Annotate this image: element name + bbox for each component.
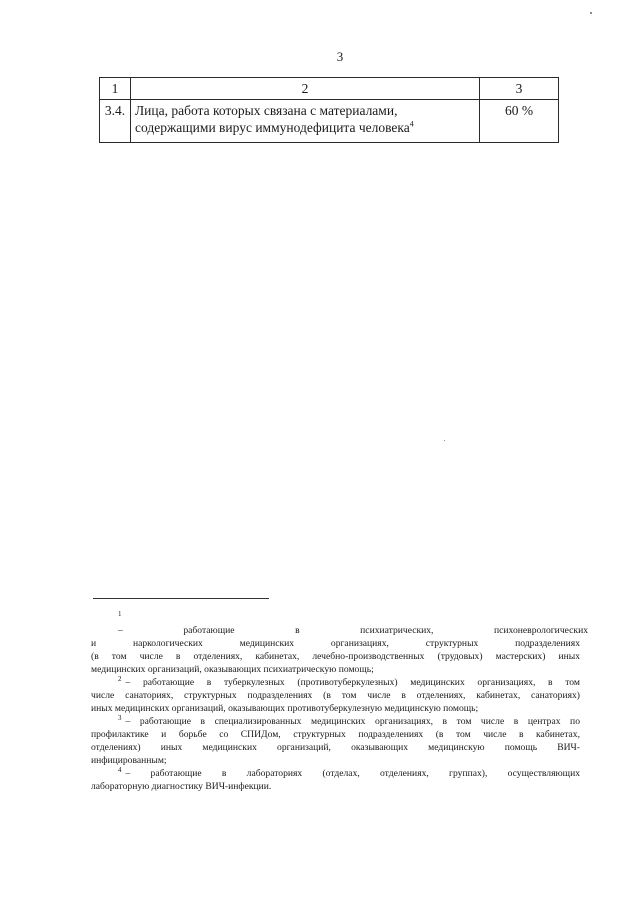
- footnote-line: лабораторную диагностику ВИЧ-инфекции.: [91, 781, 272, 792]
- footnote-text: – работающие в лабораториях (отделах, отделениях, группах), осуществляющих: [125, 768, 580, 779]
- page-number: 3: [336, 49, 344, 64]
- footnote-1: [91, 609, 588, 676]
- scan-speck: [590, 12, 592, 14]
- footnote-line: отделениях) иных медицинских организаций, оказывающих медицинскую помощь ВИЧ-: [91, 742, 580, 753]
- footnote-separator: [93, 598, 269, 599]
- footnote-text: – работающие в психиатрических, психоневрологических: [118, 625, 588, 636]
- footnote-line: [118, 767, 580, 780]
- footnote-line: иных медицинских организаций, оказывающих противотуберкулезную медицинскую помощь;: [91, 703, 479, 714]
- row-number: 3.4.: [100, 100, 131, 143]
- footnote-line: и наркологических медицинских организациях, структурных подразделениях: [91, 638, 580, 649]
- table-header-row: [100, 78, 559, 100]
- row-value: 60 %: [480, 100, 559, 143]
- footnote-2: [91, 674, 580, 715]
- footnote-line: [118, 609, 588, 637]
- row-description: [131, 100, 480, 143]
- scan-speck: [444, 440, 445, 441]
- table-header-cell: 2: [131, 78, 480, 100]
- footnote-4: [91, 765, 580, 793]
- footnote-line: медицинских организаций, оказывающих психиатрическую помощь;: [91, 664, 374, 675]
- footnote-text: – работающие в специализированных медицинских организациях, в том числе в центрах по: [125, 716, 580, 727]
- footnote-marker: 4: [118, 765, 122, 774]
- row-description-line: Лица, работа которых связана с материалами,: [135, 103, 398, 118]
- footnotes: [91, 609, 588, 793]
- footnote-line: профилактике и борьбе со СПИДом, структурных подразделениях (в том числе в кабинетах,: [91, 729, 580, 740]
- footnote-marker: 1: [118, 609, 122, 618]
- footnote-marker: 3: [118, 713, 122, 722]
- footnote-line: (в том числе в отделениях, кабинетах, лечебно-производственных (трудовых) мастерских) иных: [91, 651, 580, 662]
- table-header-cell: 3: [480, 78, 559, 100]
- footnote-line: инфицированным;: [91, 755, 167, 766]
- footnote-line: [118, 715, 580, 728]
- footnote-reference: 4: [409, 119, 414, 129]
- row-description-line: содержащими вирус иммунодефицита человека: [135, 120, 410, 135]
- footnote-line: числе санаториях, структурных подразделениях (в том числе в отделениях, кабинетах, санаториях): [91, 690, 580, 701]
- table-header-cell: 1: [100, 78, 131, 100]
- footnote-text: – работающие в туберкулезных (противотуберкулезных) медицинских организациях, в том: [125, 677, 580, 688]
- footnote-line: [118, 676, 580, 689]
- rates-table: [99, 77, 559, 143]
- footnote-marker: 2: [118, 674, 122, 683]
- footnote-3: [91, 713, 580, 767]
- table-row: [100, 100, 559, 143]
